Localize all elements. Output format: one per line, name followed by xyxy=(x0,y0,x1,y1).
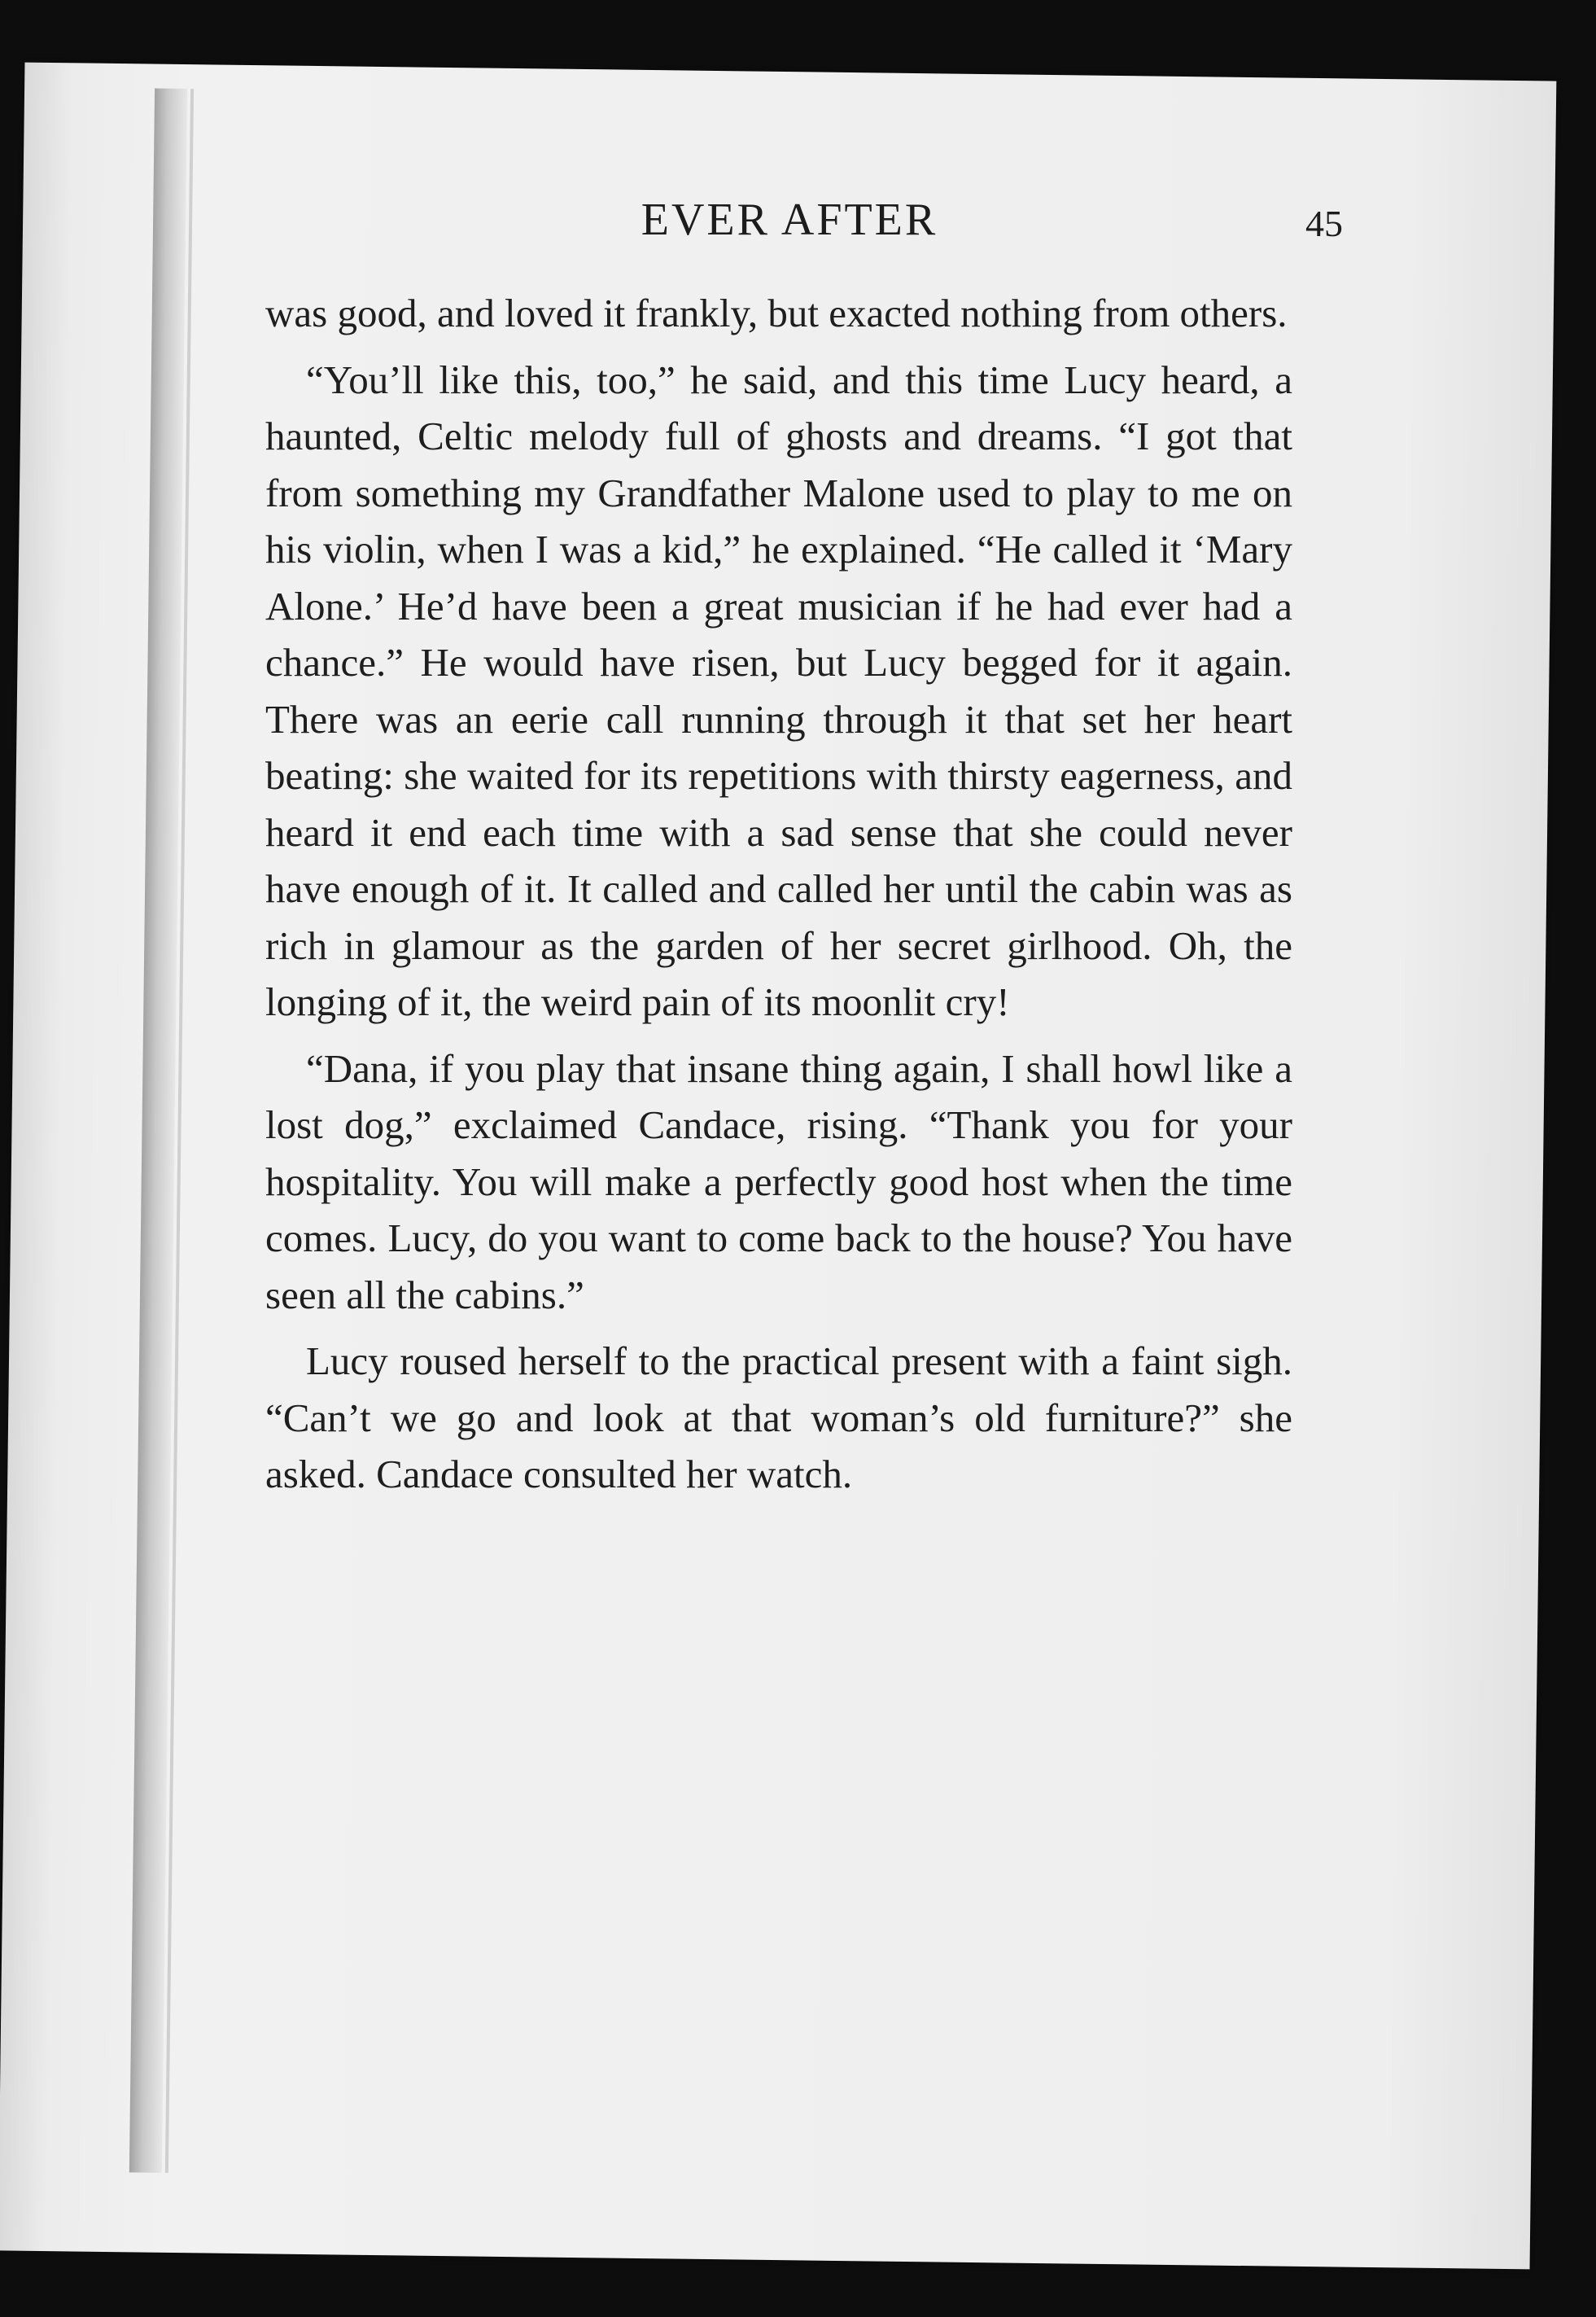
running-head: EVER AFTER xyxy=(641,195,938,245)
page-body xyxy=(265,285,1292,1503)
paragraph: was good, and loved it frankly, but exacted nothing from others. xyxy=(265,291,1288,335)
paragraph: “Dana, if you play that insane thing again, I shall howl like a lost dog,” exclaimed Candace, rising. “Thank you for your hospitality. You will make a perfectly good host when the time comes. Lucy, do you want to come back to the house? You have seen all the cabins.” xyxy=(265,1045,1292,1317)
page-header xyxy=(260,194,1343,267)
paragraph: “You’ll like this, too,” he said, and this time Lucy heard, a haunted, Celtic melody full of ghosts and dreams. “I got that from something my Grandfather Malone used to play to me on his violin, when I was a kid,” he explained. “He called it ‘Mary Alone.’ He’d have been a great musician if he had ever had a chance.” He would have risen, but Lucy begged for it again. There was an eerie call running through it that set her heart beating: she waited for its repetitions with thirsty eagerness, and heard it end each time with a sad sense that she could never have enough of it. It called and called her until the cabin was as rich in glamour as the garden of her secret girlhood. Oh, the longing of it, the weird pain of its moonlit cry! xyxy=(265,357,1292,1024)
paragraph: Lucy roused herself to the practical present with a faint sigh. “Can’t we go and look at that woman’s old furniture?” she asked. Candace consulted her watch. xyxy=(265,1338,1292,1496)
page-number: 45 xyxy=(1305,203,1343,244)
